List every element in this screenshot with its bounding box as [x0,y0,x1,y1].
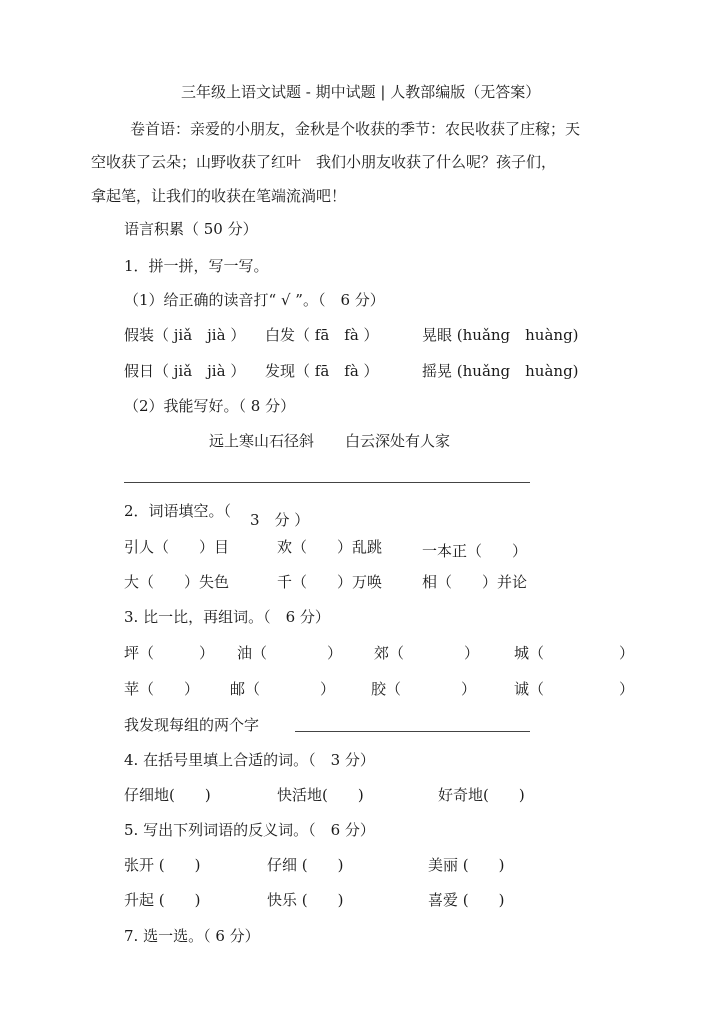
q3-row1-item-4: 城（ ） [514,644,635,662]
q3-found-label: 我发现每组的两个字 [124,716,260,734]
q2-row2-item-1: 大（ ）失色 [124,573,230,591]
q4-title: 4. 在括号里填上合适的词。（ 3 分） [124,751,375,769]
q1-row2-item-3: 摇晃 (huǎng huàng) [422,362,579,380]
q5-title: 5. 写出下列词语的反义词。（ 6 分） [124,821,375,839]
intro-line-2: 空收获了云朵；山野收获了红叶 我们小朋友收获了什么呢？孩子们， [91,153,557,171]
q4-item-2: 快活地( ) [277,786,364,804]
q3-row2-item-2: 邮（ ） [230,680,336,698]
q2-row1-item-1: 引人（ ）目 [124,538,230,556]
page-title: 三年级上语文试题 - 期中试题 | 人教部编版（无答案） [181,83,541,101]
q4-item-3: 好奇地( ) [438,786,525,804]
q1-row2-item-2: 发现（ fā fà ） [265,362,379,380]
q5-row1-item-2: 仔细 ( ) [267,856,344,874]
q3-row2-item-3: 胶（ ） [371,680,477,698]
q5-row1-item-1: 张开 ( ) [124,856,201,874]
q2-score: 3 分 ） [250,511,310,529]
q4-item-1: 仔细地( ) [124,786,211,804]
q1-row1-item-1: 假装（ jiǎ jià ） [124,326,246,344]
q3-row2-item-4: 诚（ ） [514,680,635,698]
poem-line-1: 远上寒山石径斜 [209,432,315,450]
q2-title: 2．词语填空。（ [124,502,232,520]
q5-row2-item-2: 快乐 ( ) [267,891,344,909]
poem-line-2: 白云深处有人家 [345,432,451,450]
q1-title: 1．拼一拼，写一写。 [124,257,269,275]
q3-found-answer-line[interactable] [295,731,530,732]
q2-row2-item-2: 千（ ）万唤 [277,573,383,591]
q5-row1-item-3: 美丽 ( ) [428,856,505,874]
poem-answer-line[interactable] [124,482,530,483]
q2-row2-item-3: 相（ ）并论 [422,573,528,591]
q1-sub2: （2）我能写好。（ 8 分） [124,397,296,415]
q1-row2-item-1: 假日（ jiǎ jià ） [124,362,246,380]
q2-row1-item-2: 欢（ ）乱跳 [277,538,383,556]
q2-row1-item-3: 一本正（ ） [422,542,528,560]
intro-line-1: 卷首语：亲爱的小朋友，金秋是个收获的季节：农民收获了庄稼；天 [130,120,581,138]
q3-row1-item-1: 坪（ ） [124,644,215,662]
q3-title: 3. 比一比，再组词。（ 6 分） [124,608,330,626]
q3-row2-item-1: 苹（ ） [124,680,200,698]
q1-row1-item-2: 白发（ fā fà ） [265,326,379,344]
section-title: 语言积累（ 50 分） [124,220,258,238]
q5-row2-item-1: 升起 ( ) [124,891,201,909]
q3-row1-item-2: 油（ ） [237,644,343,662]
intro-line-3: 拿起笔，让我们的收获在笔端流淌吧！ [91,187,347,205]
q1-row1-item-3: 晃眼 (huǎng huàng) [422,326,579,344]
q3-row1-item-3: 郊（ ） [374,644,480,662]
q5-row2-item-3: 喜爱 ( ) [428,891,505,909]
q7-title: 7. 选一选。（ 6 分） [124,927,260,945]
q1-sub1: （1）给正确的读音打“ √ ”。（ 6 分） [124,291,385,309]
